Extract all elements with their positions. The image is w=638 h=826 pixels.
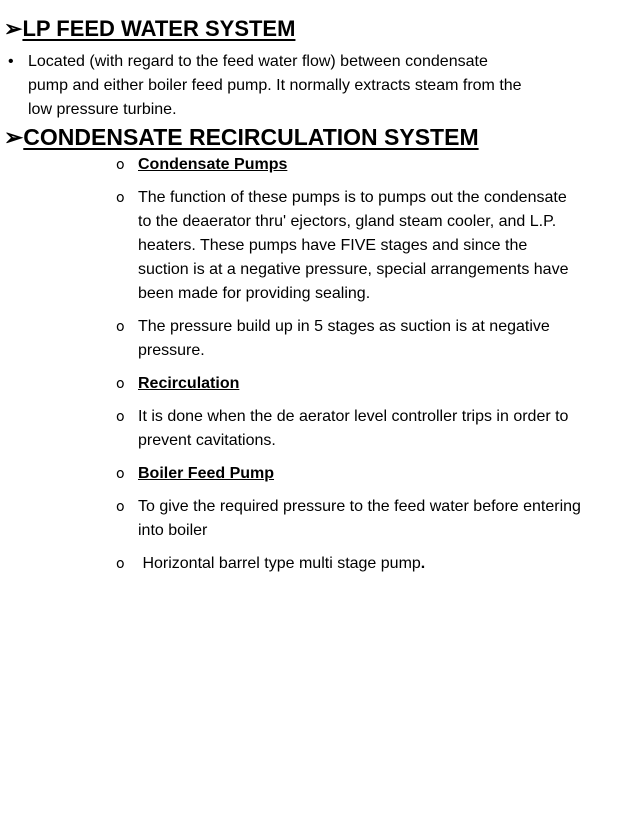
list-item-text: Recirculation — [138, 375, 240, 392]
list-item-text: Boiler Feed Pump — [138, 465, 275, 482]
list-item-pump-function — [112, 186, 582, 306]
circle-bullet-icon: o — [116, 556, 125, 572]
list-item-horizontal-barrel — [112, 552, 582, 576]
lp-feed-bullet — [8, 50, 528, 122]
list-item-condensate-pumps — [112, 153, 582, 177]
list-item-text: Condensate Pumps — [138, 156, 288, 173]
circle-bullet-icon: o — [116, 157, 125, 173]
list-item-text: The pressure build up in 5 stages as suction is at negative pressure. — [138, 318, 550, 359]
list-item-boiler-feed-pump — [112, 462, 582, 486]
list-item-text: The function of these pumps is to pumps out the condensate to the deaerator thru' ejectors, gland steam cooler, and L.P. heaters. These pumps have FIVE stages and since the suction is at a negative pressure, special arrangements have been made for providing sealing. — [138, 189, 569, 302]
circle-bullet-icon: o — [116, 190, 125, 206]
bullet-dot-icon: • — [8, 53, 14, 70]
condensate-sub-list — [112, 153, 582, 585]
circle-bullet-icon: o — [116, 499, 125, 515]
list-item-pressure-buildup — [112, 315, 582, 363]
circle-bullet-icon: o — [116, 466, 125, 482]
list-item-required-pressure — [112, 495, 582, 543]
arrow-bullet-icon: ➢ — [4, 124, 24, 150]
heading-lp-feed-water-system — [4, 16, 295, 42]
circle-bullet-icon: o — [116, 409, 125, 425]
list-item-text: It is done when the de aerator level controller trips in order to prevent cavitations. — [138, 408, 569, 449]
circle-bullet-icon: o — [116, 319, 125, 335]
list-item-deaerator-trip — [112, 405, 582, 453]
arrow-bullet-icon: ➢ — [4, 16, 23, 41]
list-item-text: To give the required pressure to the feed water before entering into boiler — [138, 498, 581, 539]
heading-condensate-recirculation-system — [4, 124, 479, 151]
heading-lp-feed-text: LP FEED WATER SYSTEM — [22, 16, 296, 41]
lp-feed-bullet-text: Located (with regard to the feed water flow) between condensate pump and either boiler feed pump. It normally extracts steam from the low pressure turbine. — [28, 53, 522, 118]
heading-condensate-text: CONDENSATE RECIRCULATION SYSTEM — [23, 124, 479, 150]
list-item-tail: . — [420, 555, 426, 572]
list-item-text: Horizontal barrel type multi stage pump — [138, 555, 421, 572]
circle-bullet-icon: o — [116, 376, 125, 392]
list-item-recirculation — [112, 372, 582, 396]
